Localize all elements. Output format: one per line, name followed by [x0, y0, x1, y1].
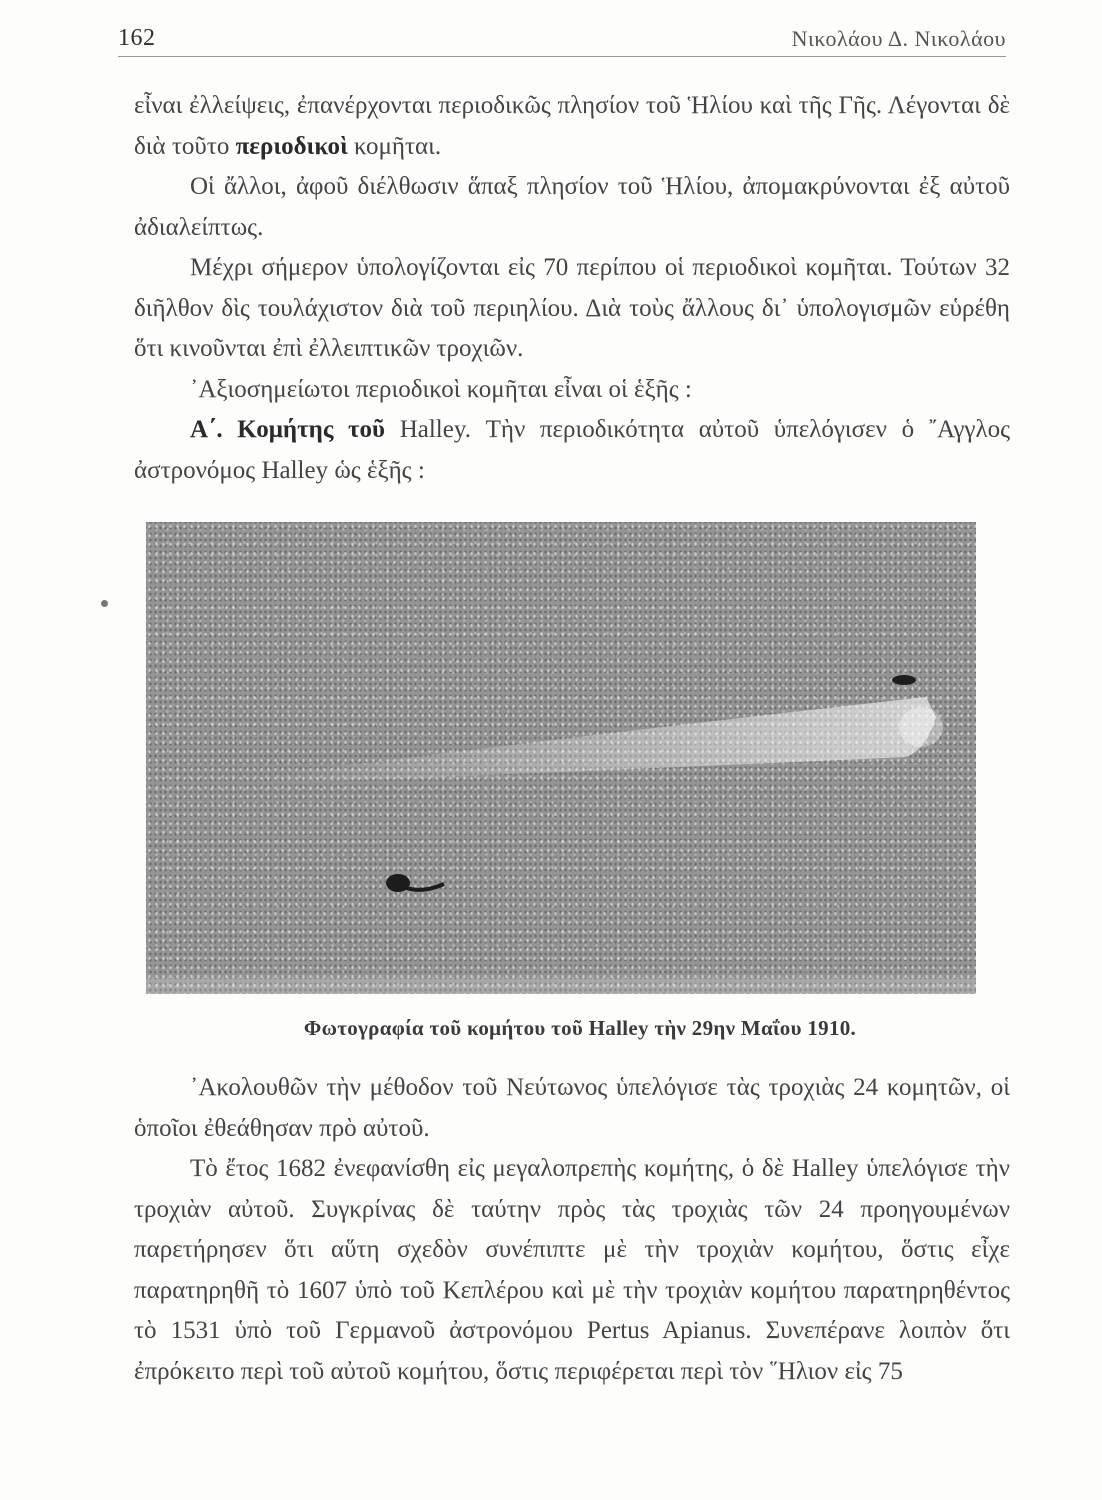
paragraph-1-end: κομῆται. [347, 132, 442, 160]
page-number: 162 [118, 25, 156, 51]
paragraph-3: Μέχρι σήμερον ὑπολογίζονται εἰς 70 περίπου οἱ περιοδικοὶ κομῆται. Τούτων 32 διῆλθον δὶς τουλάχιστον διὰ τοῦ περιηλίου. Διὰ τοὺς ἄλλους δι᾽ ὑπολογισμῶν εὑρέθη ὅτι κινοῦνται ἐπὶ ἐλλειπτικῶν τροχιῶν. [134, 254, 1010, 362]
comet-head [899, 707, 943, 747]
comet-photo-illustration [146, 522, 976, 994]
print-speck [101, 600, 108, 607]
top-text-block [134, 86, 1010, 491]
figure-caption: Φωτογραφία τοῦ κομήτου τοῦ Halley τὴν 29ην Μαΐου 1910. [303, 1016, 857, 1040]
paragraph-7: Τὸ ἔτος 1682 ἐνεφανίσθη εἰς μεγαλοπρεπὴς κομήτης, ὁ δὲ Halley ὑπελόγισε τὴν τροχιὰν αὐτοῦ. Συγκρίνας δὲ ταύτην πρὸς τὰς τροχιὰς τῶν 24 προηγουμένων παρετήρησεν ὅτι αὕτη σχεδὸν συνέπιπτε μὲ τὴν τροχιὰν κομήτου, ὅστις εἶχε παρατηρηθῆ τὸ 1607 ὑπὸ τοῦ Κεπλέρου καὶ μὲ τὴν τροχιὰν κομήτου παρατηρηθέντος τὸ 1531 ὑπὸ τοῦ Γερμανοῦ ἀστρονόμου Pertus Apianus. Συνεπέρανε λοιπὸν ὅτι ἐπρόκειτο περὶ τοῦ αὐτοῦ κομήτου, ὅστις περιφέρεται περὶ τὸν ῞Ηλιον εἰς 75 [134, 1155, 1010, 1385]
page-header [118, 18, 1006, 57]
section-heading: Α΄. Κομήτης τοῦ [190, 416, 386, 443]
paragraph-5-text: Halley. Τὴν περιοδικότητα αὐτοῦ ὑπελόγισεν ὁ ῎Αγγλος ἀστρονόμος Halley ὡς ἑξῆς : [134, 416, 1010, 484]
paragraph-6: ᾽Ακολουθῶν τὴν μέθοδον τοῦ Νεύτωνος ὑπελόγισε τὰς τροχιὰς 24 κομητῶν, οἱ ὁποῖοι ἐθεάθησαν πρὸ αὐτοῦ. [134, 1074, 1010, 1142]
paragraph-1-text: εἶναι ἐλλείψεις, ἐπανέρχονται περιοδικῶς πλησίον τοῦ Ἡλίου καὶ τῆς Γῆς. Λέγονται δὲ διὰ τοῦτο [134, 92, 1010, 160]
paragraph-1 [134, 86, 1010, 167]
paragraph-4: ᾽Αξιοσημείωτοι περιοδικοὶ κομῆται εἶναι οἱ ἑξῆς : [190, 375, 692, 403]
paragraph-5 [134, 410, 1010, 491]
paragraph-2: Οἱ ἄλλοι, ἀφοῦ διέλθωσιν ἅπαξ πλησίον τοῦ Ἡλίου, ἀπομακρύνονται ἐξ αὐτοῦ ἀδιαλείπτως. [134, 173, 1010, 241]
bottom-text-block [134, 1068, 1010, 1392]
periodic-term: περιοδικοὶ [235, 132, 348, 160]
comet-photograph [146, 522, 976, 994]
running-head: Νικολάου Δ. Νικολάου [791, 26, 1006, 51]
dark-spot [892, 675, 916, 685]
